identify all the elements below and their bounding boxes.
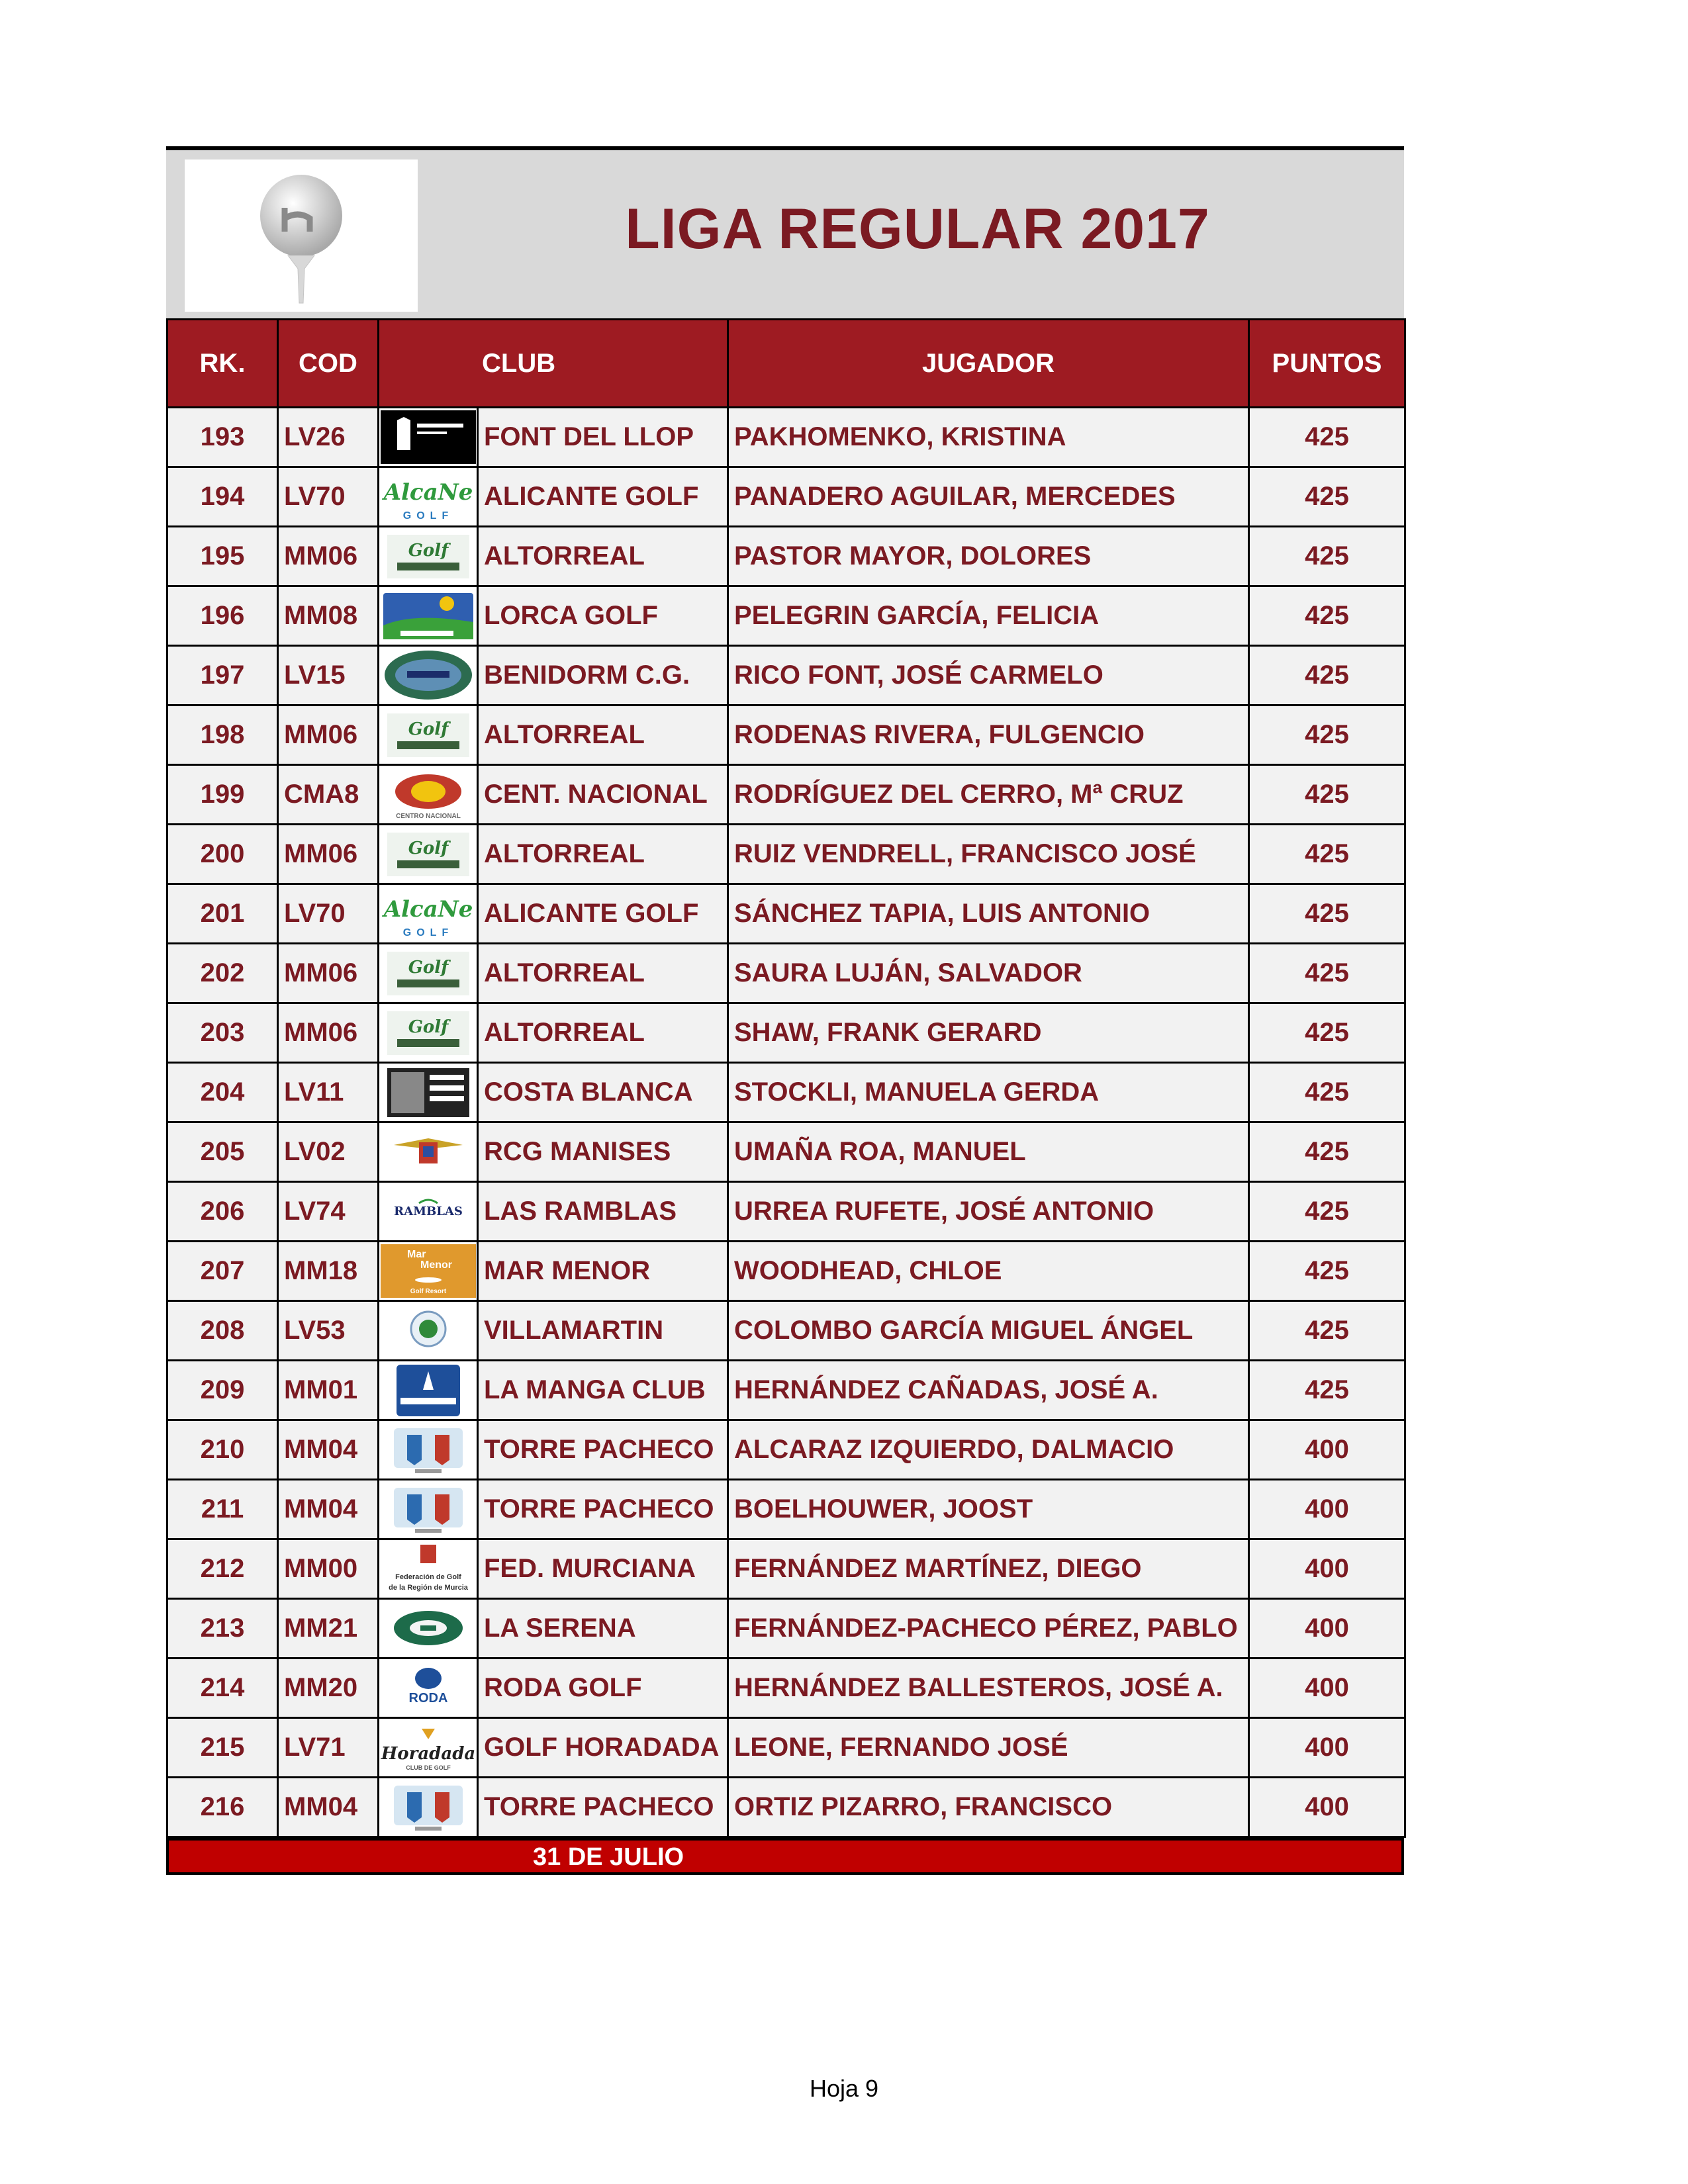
- points-cell: 425: [1249, 408, 1405, 467]
- club-cell: ALTORREAL: [478, 527, 728, 586]
- benidorm-logo-icon: [379, 649, 477, 702]
- club-logo-cell: [379, 1242, 478, 1301]
- code-cell: LV53: [278, 1301, 379, 1361]
- table-row: [167, 1182, 1405, 1242]
- centro-nacional-logo-icon: [379, 768, 477, 821]
- table-row: [167, 884, 1405, 944]
- rank-cell: 216: [167, 1778, 278, 1837]
- ranking-sheet: [166, 146, 1404, 1875]
- points-cell: 425: [1249, 1361, 1405, 1420]
- player-cell: ORTIZ PIZARRO, FRANCISCO: [728, 1778, 1249, 1837]
- code-cell: MM20: [278, 1659, 379, 1718]
- page-title: LIGA REGULAR 2017: [625, 197, 1210, 261]
- page-number: Hoja 9: [809, 2075, 879, 2102]
- club-logo-cell: [379, 1182, 478, 1242]
- club-cell: ALTORREAL: [478, 944, 728, 1003]
- rank-cell: 211: [167, 1480, 278, 1539]
- player-cell: SHAW, FRANK GERARD: [728, 1003, 1249, 1063]
- club-cell: RCG MANISES: [478, 1122, 728, 1182]
- la-manga-logo-icon: [379, 1363, 477, 1417]
- code-cell: MM06: [278, 1003, 379, 1063]
- rank-cell: 197: [167, 646, 278, 705]
- club-logo-cell: [379, 1361, 478, 1420]
- rank-cell: 214: [167, 1659, 278, 1718]
- svg-text:de la Región de Murcia: de la Región de Murcia: [388, 1584, 468, 1592]
- torre-pacheco-logo-icon: [379, 1423, 477, 1477]
- points-cell: 425: [1249, 944, 1405, 1003]
- rank-cell: 204: [167, 1063, 278, 1122]
- svg-text:Mar: Mar: [406, 1249, 426, 1260]
- club-logo-cell: [379, 646, 478, 705]
- rank-cell: 215: [167, 1718, 278, 1778]
- code-cell: MM18: [278, 1242, 379, 1301]
- col-header-cod: COD: [278, 320, 379, 408]
- code-cell: LV74: [278, 1182, 379, 1242]
- points-cell: 425: [1249, 825, 1405, 884]
- club-logo-cell: [379, 408, 478, 467]
- col-header-club: [379, 320, 728, 408]
- points-cell: 400: [1249, 1778, 1405, 1837]
- player-cell: FERNÁNDEZ-PACHECO PÉREZ, PABLO: [728, 1599, 1249, 1659]
- club-cell: COSTA BLANCA: [478, 1063, 728, 1122]
- table-row: [167, 1242, 1405, 1301]
- table-row: [167, 1003, 1405, 1063]
- manises-logo-icon: [379, 1125, 477, 1179]
- points-cell: 425: [1249, 1003, 1405, 1063]
- rank-cell: 205: [167, 1122, 278, 1182]
- points-cell: 425: [1249, 1063, 1405, 1122]
- svg-text:Golf: Golf: [408, 958, 448, 978]
- club-cell: FED. MURCIANA: [478, 1539, 728, 1599]
- club-cell: VILLAMARTIN: [478, 1301, 728, 1361]
- header-band: [166, 146, 1404, 318]
- club-logo-cell: [379, 1599, 478, 1659]
- player-cell: LEONE, FERNANDO JOSÉ: [728, 1718, 1249, 1778]
- col-header-jugador: JUGADOR: [728, 320, 1249, 408]
- villamartin-logo-icon: [379, 1304, 477, 1357]
- club-cell: LA SERENA: [478, 1599, 728, 1659]
- player-cell: COLOMBO GARCÍA MIGUEL ÁNGEL: [728, 1301, 1249, 1361]
- svg-text:Golf Resort: Golf Resort: [410, 1288, 446, 1295]
- club-cell: LA MANGA CLUB: [478, 1361, 728, 1420]
- table-row: [167, 1718, 1405, 1778]
- club-cell: TORRE PACHECO: [478, 1420, 728, 1480]
- club-logo-cell: [379, 1122, 478, 1182]
- player-cell: RICO FONT, JOSÉ CARMELO: [728, 646, 1249, 705]
- svg-text:Menor: Menor: [420, 1259, 452, 1271]
- rank-cell: 209: [167, 1361, 278, 1420]
- table-row: [167, 467, 1405, 527]
- footer-date-bar: [166, 1838, 1404, 1875]
- club-logo-cell: [379, 1420, 478, 1480]
- table-row: [167, 944, 1405, 1003]
- rank-cell: 196: [167, 586, 278, 646]
- points-cell: 425: [1249, 884, 1405, 944]
- club-cell: ALTORREAL: [478, 825, 728, 884]
- points-cell: 425: [1249, 527, 1405, 586]
- code-cell: CMA8: [278, 765, 379, 825]
- torre-pacheco-logo-icon: [379, 1780, 477, 1834]
- points-cell: 425: [1249, 586, 1405, 646]
- fed-murciana-logo-icon: [379, 1542, 477, 1596]
- code-cell: MM06: [278, 825, 379, 884]
- rank-cell: 212: [167, 1539, 278, 1599]
- club-logo-cell: [379, 527, 478, 586]
- player-cell: UMAÑA ROA, MANUEL: [728, 1122, 1249, 1182]
- player-cell: PAKHOMENKO, KRISTINA: [728, 408, 1249, 467]
- mar-menor-logo-icon: [379, 1244, 477, 1298]
- col-header-club-label: CLUB: [482, 348, 556, 378]
- code-cell: MM04: [278, 1420, 379, 1480]
- points-cell: 425: [1249, 705, 1405, 765]
- points-cell: 400: [1249, 1659, 1405, 1718]
- table-row: [167, 1122, 1405, 1182]
- club-cell: LAS RAMBLAS: [478, 1182, 728, 1242]
- club-cell: CENT. NACIONAL: [478, 765, 728, 825]
- rank-cell: 206: [167, 1182, 278, 1242]
- points-cell: 425: [1249, 1242, 1405, 1301]
- player-cell: PASTOR MAYOR, DOLORES: [728, 527, 1249, 586]
- club-logo-cell: [379, 884, 478, 944]
- club-logo-cell: [379, 1003, 478, 1063]
- code-cell: MM06: [278, 705, 379, 765]
- club-logo-cell: [379, 1718, 478, 1778]
- player-cell: STOCKLI, MANUELA GERDA: [728, 1063, 1249, 1122]
- golf-ball-on-tee-icon: [185, 159, 418, 312]
- club-cell: RODA GOLF: [478, 1659, 728, 1718]
- points-cell: 425: [1249, 1122, 1405, 1182]
- table-header-row: [167, 320, 1405, 408]
- club-logo-cell: [379, 1480, 478, 1539]
- club-cell: ALTORREAL: [478, 1003, 728, 1063]
- svg-text:RAMBLAS: RAMBLAS: [393, 1205, 463, 1218]
- table-row: [167, 527, 1405, 586]
- player-cell: RODENAS RIVERA, FULGENCIO: [728, 705, 1249, 765]
- svg-text:AlcaNe: AlcaNe: [383, 896, 473, 923]
- club-cell: ALTORREAL: [478, 705, 728, 765]
- svg-text:Golf: Golf: [408, 839, 448, 858]
- table-row: [167, 1420, 1405, 1480]
- rank-cell: 194: [167, 467, 278, 527]
- table-row: [167, 1539, 1405, 1599]
- la-serena-logo-icon: [379, 1602, 477, 1655]
- player-cell: FERNÁNDEZ MARTÍNEZ, DIEGO: [728, 1539, 1249, 1599]
- player-cell: SAURA LUJÁN, SALVADOR: [728, 944, 1249, 1003]
- rank-cell: 213: [167, 1599, 278, 1659]
- horadada-logo-icon: [379, 1721, 477, 1774]
- points-cell: 425: [1249, 765, 1405, 825]
- player-cell: WOODHEAD, CHLOE: [728, 1242, 1249, 1301]
- club-logo-cell: [379, 1539, 478, 1599]
- font-del-llop-logo-icon: [379, 410, 477, 464]
- player-cell: BOELHOUWER, JOOST: [728, 1480, 1249, 1539]
- rank-cell: 202: [167, 944, 278, 1003]
- table-row: [167, 705, 1405, 765]
- code-cell: LV02: [278, 1122, 379, 1182]
- code-cell: MM04: [278, 1480, 379, 1539]
- club-cell: ALICANTE GOLF: [478, 467, 728, 527]
- points-cell: 400: [1249, 1718, 1405, 1778]
- table-row: [167, 1063, 1405, 1122]
- alicante-logo-icon: [379, 887, 477, 940]
- col-header-puntos: PUNTOS: [1249, 320, 1405, 408]
- svg-text:Golf: Golf: [408, 719, 448, 739]
- costa-blanca-logo-icon: [379, 1066, 477, 1119]
- altorreal-logo-icon: [379, 1006, 477, 1060]
- code-cell: MM08: [278, 586, 379, 646]
- rank-cell: 200: [167, 825, 278, 884]
- player-cell: RUIZ VENDRELL, FRANCISCO JOSÉ: [728, 825, 1249, 884]
- code-cell: MM01: [278, 1361, 379, 1420]
- club-cell: TORRE PACHECO: [478, 1778, 728, 1837]
- club-cell: ALICANTE GOLF: [478, 884, 728, 944]
- table-row: [167, 586, 1405, 646]
- svg-text:Golf: Golf: [408, 1017, 448, 1037]
- club-logo-cell: [379, 1659, 478, 1718]
- altorreal-logo-icon: [379, 827, 477, 881]
- lorca-logo-icon: [379, 589, 477, 643]
- player-cell: URREA RUFETE, JOSÉ ANTONIO: [728, 1182, 1249, 1242]
- svg-text:Federación de Golf: Federación de Golf: [395, 1573, 461, 1581]
- club-cell: BENIDORM C.G.: [478, 646, 728, 705]
- code-cell: LV26: [278, 408, 379, 467]
- club-cell: TORRE PACHECO: [478, 1480, 728, 1539]
- player-cell: PELEGRIN GARCÍA, FELICIA: [728, 586, 1249, 646]
- altorreal-logo-icon: [379, 708, 477, 762]
- rank-cell: 203: [167, 1003, 278, 1063]
- player-cell: HERNÁNDEZ BALLESTEROS, JOSÉ A.: [728, 1659, 1249, 1718]
- player-cell: PANADERO AGUILAR, MERCEDES: [728, 467, 1249, 527]
- player-cell: RODRÍGUEZ DEL CERRO, Mª CRUZ: [728, 765, 1249, 825]
- points-cell: 425: [1249, 1301, 1405, 1361]
- code-cell: LV71: [278, 1718, 379, 1778]
- code-cell: MM04: [278, 1778, 379, 1837]
- club-logo-cell: [379, 467, 478, 527]
- rank-cell: 193: [167, 408, 278, 467]
- code-cell: MM00: [278, 1539, 379, 1599]
- table-row: [167, 1480, 1405, 1539]
- club-logo-cell: [379, 825, 478, 884]
- svg-text:Golf: Golf: [408, 541, 448, 561]
- rank-cell: 199: [167, 765, 278, 825]
- rank-cell: 208: [167, 1301, 278, 1361]
- svg-text:CENTRO NACIONAL: CENTRO NACIONAL: [395, 813, 461, 820]
- club-logo-cell: [379, 705, 478, 765]
- code-cell: LV15: [278, 646, 379, 705]
- table-row: [167, 1599, 1405, 1659]
- svg-text:AlcaNe: AlcaNe: [383, 479, 473, 506]
- rank-cell: 198: [167, 705, 278, 765]
- club-logo-cell: [379, 944, 478, 1003]
- points-cell: 425: [1249, 646, 1405, 705]
- club-logo-cell: [379, 1778, 478, 1837]
- alicante-logo-icon: [379, 470, 477, 523]
- altorreal-logo-icon: [379, 529, 477, 583]
- rank-cell: 195: [167, 527, 278, 586]
- rank-cell: 207: [167, 1242, 278, 1301]
- svg-text:GOLF: GOLF: [402, 927, 453, 938]
- player-cell: ALCARAZ IZQUIERDO, DALMACIO: [728, 1420, 1249, 1480]
- table-row: [167, 646, 1405, 705]
- rank-cell: 201: [167, 884, 278, 944]
- footer-date: 31 DE JULIO: [533, 1843, 684, 1871]
- svg-text:GOLF: GOLF: [402, 510, 453, 522]
- club-logo-cell: [379, 1063, 478, 1122]
- roda-logo-icon: [379, 1661, 477, 1715]
- code-cell: MM21: [278, 1599, 379, 1659]
- points-cell: 425: [1249, 1182, 1405, 1242]
- club-logo-cell: [379, 1301, 478, 1361]
- table-row: [167, 1361, 1405, 1420]
- table-row: [167, 1301, 1405, 1361]
- player-cell: HERNÁNDEZ CAÑADAS, JOSÉ A.: [728, 1361, 1249, 1420]
- ramblas-logo-icon: [379, 1185, 477, 1238]
- club-cell: LORCA GOLF: [478, 586, 728, 646]
- ranking-table: [166, 318, 1406, 1838]
- club-cell: FONT DEL LLOP: [478, 408, 728, 467]
- table-row: [167, 408, 1405, 467]
- code-cell: LV70: [278, 467, 379, 527]
- table-row: [167, 1778, 1405, 1837]
- points-cell: 400: [1249, 1539, 1405, 1599]
- club-logo-cell: [379, 765, 478, 825]
- code-cell: MM06: [278, 527, 379, 586]
- points-cell: 400: [1249, 1599, 1405, 1659]
- rank-cell: 210: [167, 1420, 278, 1480]
- player-cell: SÁNCHEZ TAPIA, LUIS ANTONIO: [728, 884, 1249, 944]
- table-row: [167, 765, 1405, 825]
- table-row: [167, 1659, 1405, 1718]
- code-cell: LV11: [278, 1063, 379, 1122]
- torre-pacheco-logo-icon: [379, 1482, 477, 1536]
- points-cell: 400: [1249, 1420, 1405, 1480]
- altorreal-logo-icon: [379, 946, 477, 1000]
- svg-text:CLUB DE GOLF: CLUB DE GOLF: [405, 1764, 451, 1771]
- col-header-rk: RK.: [167, 320, 278, 408]
- code-cell: LV70: [278, 884, 379, 944]
- svg-text:RODA: RODA: [408, 1691, 447, 1706]
- club-cell: GOLF HORADADA: [478, 1718, 728, 1778]
- club-logo-cell: [379, 586, 478, 646]
- points-cell: 400: [1249, 1480, 1405, 1539]
- table-row: [167, 825, 1405, 884]
- code-cell: MM06: [278, 944, 379, 1003]
- svg-text:Horadada: Horadada: [381, 1744, 475, 1764]
- points-cell: 425: [1249, 467, 1405, 527]
- club-cell: MAR MENOR: [478, 1242, 728, 1301]
